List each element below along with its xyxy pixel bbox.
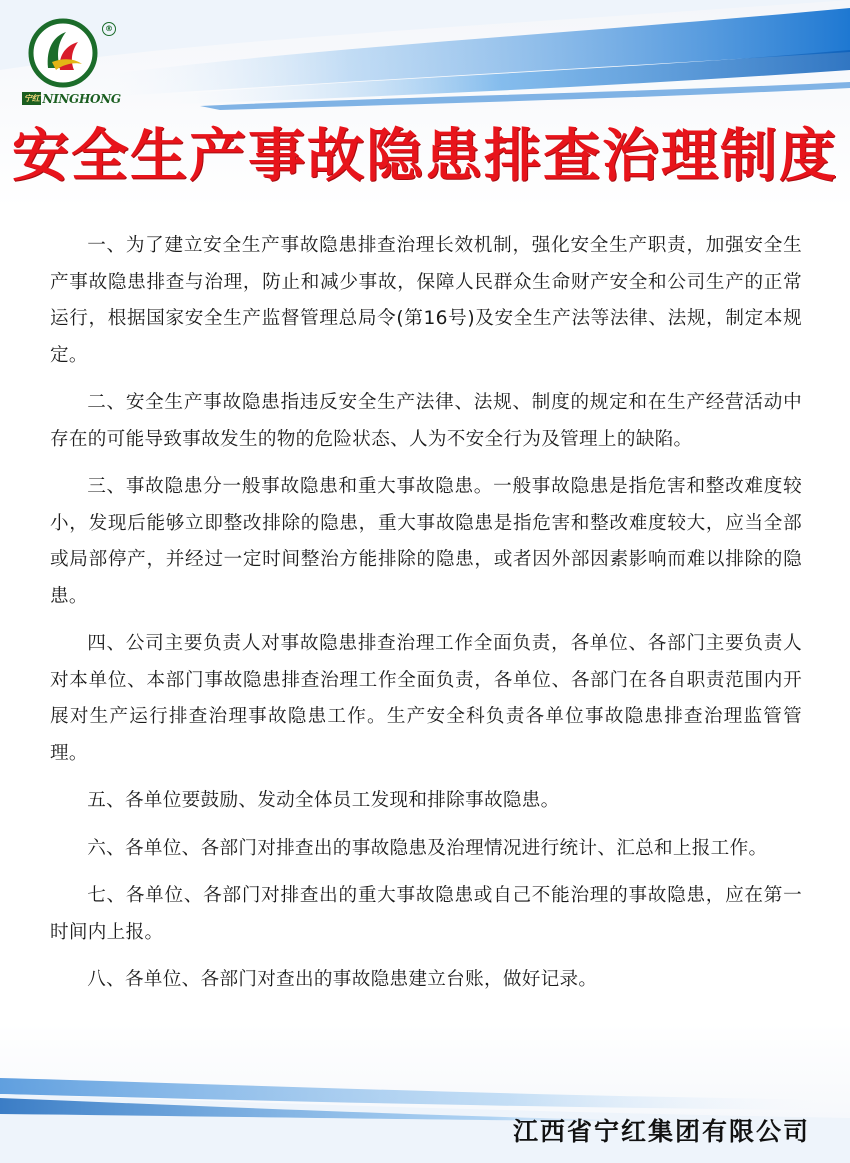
clause-7: 七、各单位、各部门对排查出的重大事故隐患或自己不能治理的事故隐患，应在第一时间内上报。 xyxy=(50,885,802,943)
ninghong-logo-icon xyxy=(28,18,98,88)
clause-8: 八、各单位、各部门对查出的事故隐患建立台账，做好记录。 xyxy=(87,969,598,990)
clause-6: 六、各单位、各部门对排查出的事故隐患及治理情况进行统计、汇总和上报工作。 xyxy=(87,837,768,859)
logo-box-text: 宁红 xyxy=(24,93,40,103)
registered-trademark-mark: ® xyxy=(102,22,116,36)
clause-5: 五、各单位要鼓励、发动全体员工发现和排除事故隐患。 xyxy=(87,790,560,811)
clause-4: 四、公司主要负责人对事故隐患排查治理工作全面负责，各单位、各部门主要负责人对本单位、本部门事故隐患排查治理工作全面负责，各单位、各部门在各自职责范围内开展对生产运行排查治理事故隐患工作。生产安全科负责各单位事故隐患排查治理监管管理。 xyxy=(50,633,802,764)
document-title: 安全生产事故隐患排查治理制度 xyxy=(12,123,838,189)
logo-brand-text: NINGHONG xyxy=(42,92,121,106)
clause-2: 二、安全生产事故隐患指违反安全生产法律、法规、制度的规定和在生产经营活动中存在的可能导致事故发生的物的危险状态、人为不安全行为及管理上的缺陷。 xyxy=(50,392,802,450)
logo-wordmark xyxy=(22,92,121,106)
regulation-body xyxy=(50,228,802,1010)
clause-1: 一、为了建立安全生产事故隐患排查治理长效机制，强化安全生产职责，加强安全生产事故隐患排查与治理，防止和减少事故，保障人民群众生命财产安全和公司生产的正常运行，根据国家安全生产监督管理总局令(第16号)及安全生产法等法律、法规，制定本规定。 xyxy=(50,235,802,366)
clause-3: 三、事故隐患分一般事故隐患和重大事故隐患。一般事故隐患是指危害和整改难度较小，发现后能够立即整改排除的隐患，重大事故隐患是指危害和整改难度较大，应当全部或局部停产，并经过一定时间整治方能排除的隐患，或者因外部因素影响而难以排除的隐患。 xyxy=(50,476,802,607)
issuing-company: 江西省宁红集团有限公司 xyxy=(512,1117,810,1146)
company-logo xyxy=(14,12,134,112)
